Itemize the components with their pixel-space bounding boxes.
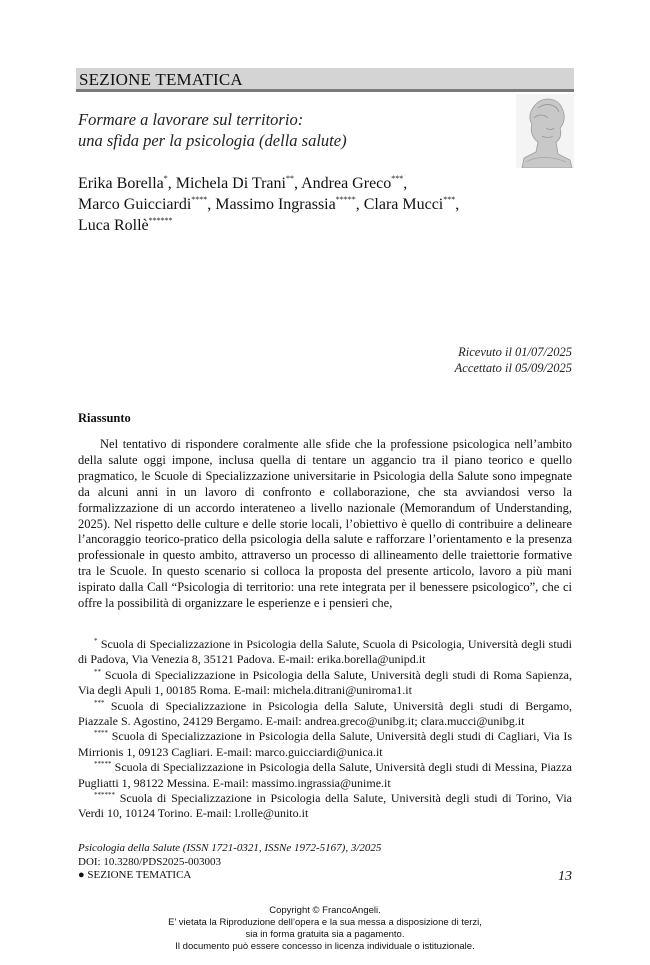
affiliation-footnotes	[78, 637, 572, 822]
abstract-text: Nel tentativo di rispondere coralmente alle sfide che la professione psicologica nell’ambito della salute oggi impone, inclusa quella di tentare un aggancio tra il piano teorico e quello pragmatico, le Scuole di Specializzazione universitarie in Psicologia della Salute sono impegnate da alcuni anni in un lavoro di confronto e collaborazione, che sta avviandosi verso la formalizzazione di un accordo interateneo a livello nazionale (Memorandum of Understanding, 2025). Nel rispetto delle culture e delle storie locali, l’obiettivo è quello di contribuire a delineare l’ancoraggio teorico-pratico della psicologia della salute e rafforzare l’orientamento e la presenza professionale in questo ambito, attraverso un processo di allineamento delle traiettorie formative tra le Scuole. In questo scenario si colloca la proposta del presente articolo, lavoro a più mani ispirato dalla Call “Psicologia di territorio: una rete integrata per il benessere psicologico”, che ci offre la possibilità di organizzare le esperienze e i pensieri che,	[78, 437, 572, 611]
author-separator: ,	[293, 175, 302, 192]
footnote-mark: ***	[94, 698, 105, 707]
author-affiliation-mark: **	[285, 174, 294, 183]
footnote-mark: ****	[94, 729, 108, 738]
author-separator: ,	[403, 175, 408, 192]
author-list	[78, 173, 548, 236]
footnote	[78, 791, 572, 822]
footnote-text: Scuola di Specializzazione in Psicologia della Salute, Università degli studi di Bergamo, Piazzale S. Agostino, 24129 Bergamo. E-mail: andrea.greco@unibg.it; clara.mucci@unibg.it	[78, 698, 572, 729]
author-name: Andrea Greco	[301, 175, 392, 192]
author-affiliation-mark: ******	[148, 216, 173, 225]
journal-info	[78, 842, 572, 883]
abstract-heading: Riassunto	[78, 411, 131, 425]
author-separator: ,	[355, 196, 364, 213]
footnote	[78, 637, 572, 668]
copyright-notice	[120, 905, 530, 953]
author-name: Luca Rollè	[78, 217, 149, 234]
portrait-engraving-icon	[516, 94, 574, 168]
author-name: Erika Borella	[78, 175, 164, 192]
author-name: Massimo Ingrassia	[215, 196, 336, 213]
journal-section: ● SEZIONE TEMATICA	[78, 869, 192, 881]
author-affiliation-mark: ***	[391, 174, 404, 183]
author-name: Clara Mucci	[363, 196, 444, 213]
author-separator: ,	[167, 175, 176, 192]
journal-citation: Psicologia della Salute (ISSN 1721-0321, ISSNe 1972-5167), 3/2025	[78, 842, 382, 854]
author-affiliation-mark: ****	[191, 195, 208, 204]
footnote	[78, 729, 572, 760]
article-title	[78, 109, 498, 151]
footnote-mark: *****	[94, 760, 112, 769]
article-title-line-1: Formare a lavorare sul territorio:	[78, 110, 304, 129]
author-affiliation-mark: *	[163, 174, 168, 183]
footnote	[78, 699, 572, 730]
accepted-date: Accettato il 05/09/2025	[454, 361, 572, 375]
section-header: SEZIONE TEMATICA	[79, 70, 243, 89]
author-affiliation-mark: ***	[443, 195, 456, 204]
author-name: Marco Guicciardi	[78, 196, 192, 213]
copyright-line: Copyright © FrancoAngeli.	[269, 905, 381, 916]
abstract	[78, 437, 572, 612]
footnote-mark: ******	[94, 791, 115, 800]
journal-doi: DOI: 10.3280/PDS2025-003003	[78, 855, 222, 868]
footnote	[78, 760, 572, 791]
footnote-text: Scuola di Specializzazione in Psicologia della Salute, Università degli studi di Torino, Via Verdi 10, 10124 Torino. E-mail: l.rolle@unito.it	[78, 791, 572, 821]
author-separator: ,	[455, 196, 460, 213]
received-date: Ricevuto il 01/07/2025	[458, 345, 572, 359]
section-header-bar	[76, 68, 574, 92]
article-title-line-2: una sfida per la psicologia (della salute)	[78, 131, 347, 150]
copyright-line: E’ vietata la Riproduzione dell’opera e la sua messa a disposizione di terzi,	[168, 917, 482, 928]
footnote-text: Scuola di Specializzazione in Psicologia della Salute, Università degli studi di Messina, Piazza Pugliatti 1, 98122 Messina. E-mail: massimo.ingrassia@unime.it	[78, 760, 572, 790]
author-separator: ,	[207, 196, 216, 213]
copyright-line: Il documento può essere concesso in licenza individuale o istituzionale.	[175, 941, 475, 952]
footnote-text: Scuola di Specializzazione in Psicologia della Salute, Scuola di Psicologia, Università degli studi di Padova, Via Venezia 8, 35121 Padova. E-mail: erika.borella@unipd.it	[78, 637, 572, 667]
footnote-text: Scuola di Specializzazione in Psicologia della Salute, Università degli studi di Cagliari, Via Is Mirrionis 1, 09123 Cagliari. E-mail: marco.guicciardi@unica.it	[78, 729, 572, 759]
author-name: Michela Di Trani	[175, 175, 286, 192]
footnote	[78, 668, 572, 699]
author-affiliation-mark: *****	[335, 195, 356, 204]
copyright-line: sia in forma gratuita sia a pagamento.	[245, 929, 405, 940]
page-number: 13	[558, 869, 572, 884]
footnote-text: Scuola di Specializzazione in Psicologia della Salute, Università degli studi di Roma Sapienza, Via degli Apuli 1, 00185 Roma. E-mail: michela.ditrani@uniroma1.it	[78, 667, 572, 698]
footnote-mark: **	[94, 667, 101, 676]
footnote-mark: *	[94, 637, 98, 645]
dates-block	[380, 344, 572, 376]
